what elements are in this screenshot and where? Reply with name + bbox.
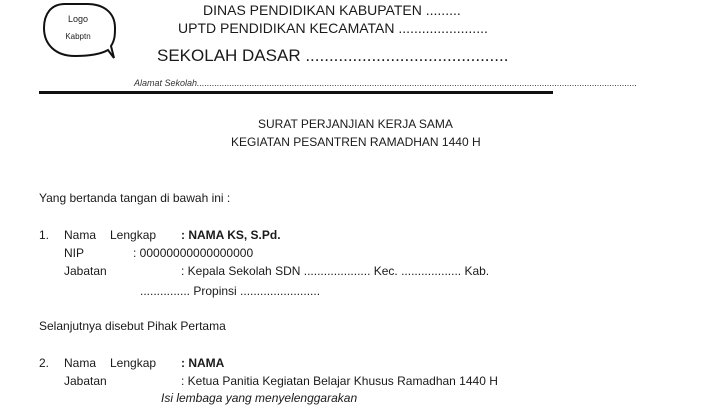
- party1-number: 1.: [39, 228, 50, 242]
- header-line-1: DINAS PENDIDIKAN KABUPATEN .........: [203, 2, 461, 18]
- party2-job-value: : Ketua Panitia Kegiatan Belajar Khusus Ramadhan 1440 H: [181, 374, 498, 388]
- party2-name-label-2: Lengkap: [110, 356, 157, 370]
- party1-job-value-2: ............... Propinsi ........................: [140, 284, 321, 298]
- logo-text-2: Kabptn: [65, 32, 91, 41]
- party1-nip-value: : 00000000000000000: [133, 246, 254, 260]
- party2-name-label: Nama: [64, 356, 97, 370]
- header-divider: [39, 91, 553, 94]
- party1-nip-label: NIP: [64, 246, 85, 260]
- logo-placeholder: [43, 2, 113, 58]
- logo-text-1: Logo: [67, 14, 89, 24]
- party1-job-label: Jabatan: [64, 264, 107, 278]
- party1-note: Selanjutnya disebut Pihak Pertama: [39, 319, 226, 333]
- party2-job-label: Jabatan: [64, 374, 107, 388]
- party1-name-value: : NAMA KS, S.Pd.: [181, 228, 281, 242]
- party2-number: 2.: [39, 356, 50, 370]
- party1-name-label-2: Lengkap: [110, 228, 157, 242]
- intro-text: Yang bertanda tangan di bawah ini :: [39, 191, 231, 205]
- doc-title-line-1: SURAT PERJANJIAN KERJA SAMA: [258, 117, 453, 131]
- party2-org-note: Isi lembaga yang menyelenggarakan: [161, 391, 358, 405]
- header-school-name: SEKOLAH DASAR ...........................................: [157, 46, 509, 65]
- party1-name-label: Nama: [64, 228, 97, 242]
- doc-title-line-2: KEGIATAN PESANTREN RAMADHAN 1440 H: [231, 135, 481, 149]
- party1-job-value: : Kepala Sekolah SDN .................... Kec. .................. Kab.: [181, 264, 490, 278]
- header-line-2: UPTD PENDIDIKAN KECAMATAN .......................: [178, 20, 488, 36]
- party2-name-value: : NAMA: [181, 356, 225, 370]
- school-address: Alamat Sekolah................................................................................................................................................................................: [134, 78, 638, 88]
